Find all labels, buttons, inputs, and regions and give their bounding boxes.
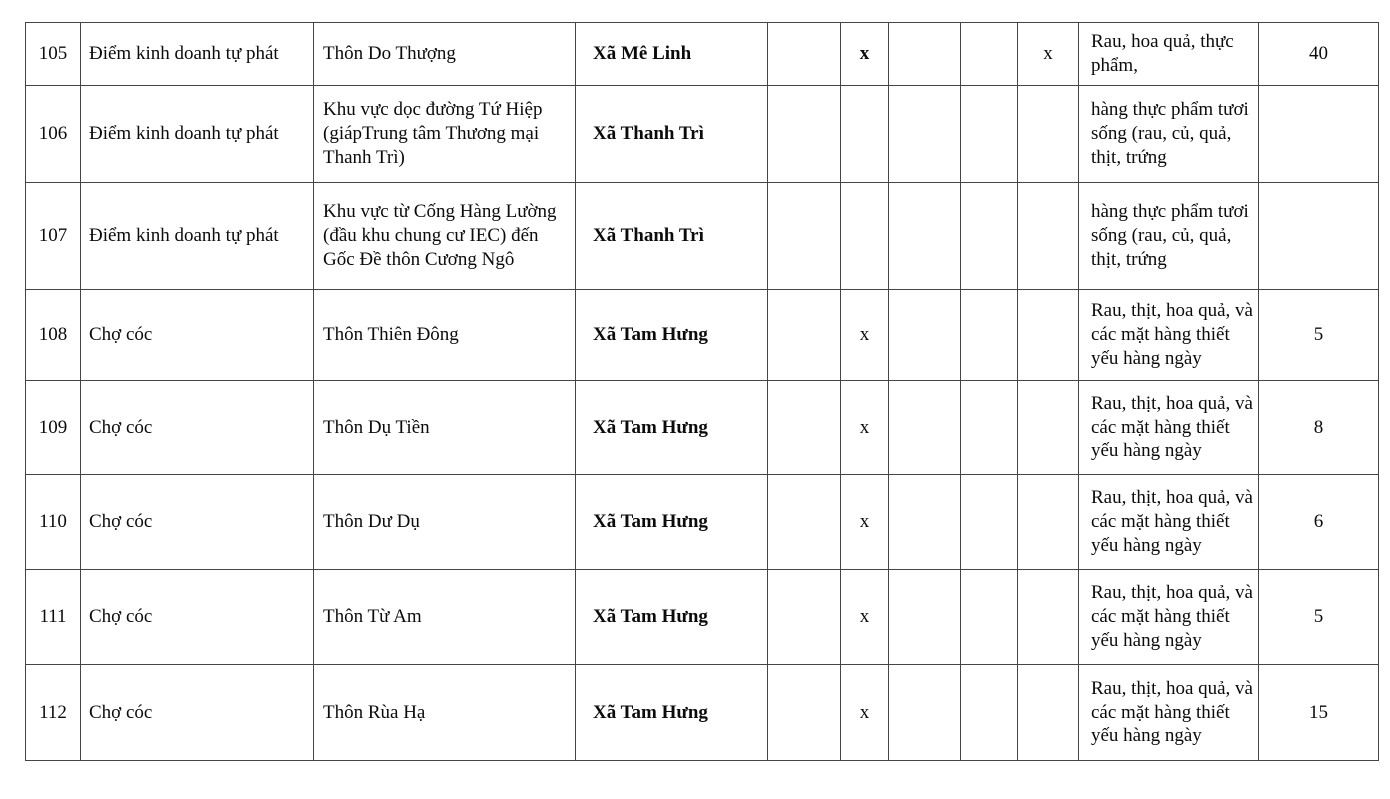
table-row xyxy=(26,381,1379,475)
table-body xyxy=(26,23,1379,761)
cell-blank-b xyxy=(889,665,961,761)
cell-blank-c xyxy=(961,381,1018,475)
cell-market-type: Chợ cóc xyxy=(81,665,314,761)
cell-goods-description: Rau, thịt, hoa quả, và các mặt hàng thiết yếu hàng ngày xyxy=(1079,665,1259,761)
cell-market-type: Điểm kinh doanh tự phát xyxy=(81,23,314,86)
table-row xyxy=(26,570,1379,665)
table-row xyxy=(26,665,1379,761)
cell-market-type: Chợ cóc xyxy=(81,570,314,665)
cell-row-number: 112 xyxy=(26,665,81,761)
cell-commune: Xã Tam Hưng xyxy=(576,570,768,665)
cell-blank-b xyxy=(889,475,961,570)
cell-commune: Xã Tam Hưng xyxy=(576,290,768,381)
cell-commune: Xã Thanh Trì xyxy=(576,183,768,290)
cell-blank-a xyxy=(768,86,841,183)
cell-blank-c xyxy=(961,475,1018,570)
cell-commune: Xã Tam Hưng xyxy=(576,381,768,475)
cell-blank-b xyxy=(889,183,961,290)
cell-count: 40 xyxy=(1259,23,1379,86)
cell-goods-description: Rau, hoa quả, thực phẩm, xyxy=(1079,23,1259,86)
cell-goods-description: Rau, thịt, hoa quả, và các mặt hàng thiết yếu hàng ngày xyxy=(1079,290,1259,381)
cell-count: 15 xyxy=(1259,665,1379,761)
cell-mark-2 xyxy=(1018,665,1079,761)
cell-blank-c xyxy=(961,570,1018,665)
cell-row-number: 109 xyxy=(26,381,81,475)
table-row xyxy=(26,86,1379,183)
cell-market-type: Chợ cóc xyxy=(81,475,314,570)
cell-count: 5 xyxy=(1259,570,1379,665)
cell-blank-c xyxy=(961,290,1018,381)
cell-blank-a xyxy=(768,570,841,665)
cell-market-type: Điểm kinh doanh tự phát xyxy=(81,183,314,290)
market-list-table xyxy=(25,22,1379,761)
cell-mark-1: x xyxy=(841,665,889,761)
cell-location: Thôn Dụ Tiền xyxy=(314,381,576,475)
cell-mark-2 xyxy=(1018,570,1079,665)
cell-commune: Xã Thanh Trì xyxy=(576,86,768,183)
cell-blank-a xyxy=(768,665,841,761)
cell-row-number: 111 xyxy=(26,570,81,665)
cell-blank-b xyxy=(889,86,961,183)
cell-goods-description: Rau, thịt, hoa quả, và các mặt hàng thiết yếu hàng ngày xyxy=(1079,381,1259,475)
cell-goods-description: hàng thực phẩm tươi sống (rau, củ, quả, thịt, trứng xyxy=(1079,183,1259,290)
cell-commune: Xã Mê Linh xyxy=(576,23,768,86)
cell-blank-a xyxy=(768,183,841,290)
table-row xyxy=(26,23,1379,86)
cell-mark-2 xyxy=(1018,86,1079,183)
cell-count: 5 xyxy=(1259,290,1379,381)
cell-market-type: Chợ cóc xyxy=(81,290,314,381)
cell-mark-1 xyxy=(841,183,889,290)
cell-location: Thôn Do Thượng xyxy=(314,23,576,86)
cell-blank-c xyxy=(961,23,1018,86)
cell-count: 6 xyxy=(1259,475,1379,570)
cell-row-number: 110 xyxy=(26,475,81,570)
cell-row-number: 105 xyxy=(26,23,81,86)
cell-blank-a xyxy=(768,475,841,570)
cell-blank-a xyxy=(768,381,841,475)
cell-mark-1: x xyxy=(841,290,889,381)
cell-blank-b xyxy=(889,23,961,86)
cell-mark-2: x xyxy=(1018,23,1079,86)
cell-location: Thôn Rùa Hạ xyxy=(314,665,576,761)
cell-mark-1: x xyxy=(841,23,889,86)
cell-row-number: 108 xyxy=(26,290,81,381)
cell-blank-b xyxy=(889,290,961,381)
cell-row-number: 106 xyxy=(26,86,81,183)
cell-blank-c xyxy=(961,86,1018,183)
cell-mark-1 xyxy=(841,86,889,183)
cell-market-type: Chợ cóc xyxy=(81,381,314,475)
cell-location: Thôn Thiên Đông xyxy=(314,290,576,381)
cell-goods-description: Rau, thịt, hoa quả, và các mặt hàng thiết yếu hàng ngày xyxy=(1079,570,1259,665)
cell-mark-2 xyxy=(1018,290,1079,381)
cell-location: Thôn Dư Dụ xyxy=(314,475,576,570)
cell-count xyxy=(1259,183,1379,290)
cell-mark-1: x xyxy=(841,570,889,665)
cell-blank-a xyxy=(768,23,841,86)
table-row xyxy=(26,290,1379,381)
cell-blank-b xyxy=(889,381,961,475)
cell-commune: Xã Tam Hưng xyxy=(576,665,768,761)
cell-mark-1: x xyxy=(841,381,889,475)
cell-location: Khu vực dọc đường Tứ Hiệp (giápTrung tâm Thương mại Thanh Trì) xyxy=(314,86,576,183)
cell-count: 8 xyxy=(1259,381,1379,475)
cell-market-type: Điểm kinh doanh tự phát xyxy=(81,86,314,183)
cell-count xyxy=(1259,86,1379,183)
cell-mark-2 xyxy=(1018,381,1079,475)
cell-blank-c xyxy=(961,665,1018,761)
cell-blank-c xyxy=(961,183,1018,290)
cell-row-number: 107 xyxy=(26,183,81,290)
cell-blank-b xyxy=(889,570,961,665)
cell-commune: Xã Tam Hưng xyxy=(576,475,768,570)
cell-location: Thôn Từ Am xyxy=(314,570,576,665)
table-row xyxy=(26,183,1379,290)
table-row xyxy=(26,475,1379,570)
cell-mark-2 xyxy=(1018,183,1079,290)
cell-goods-description: Rau, thịt, hoa quả, và các mặt hàng thiết yếu hàng ngày xyxy=(1079,475,1259,570)
cell-location: Khu vực từ Cống Hàng Lường (đầu khu chung cư IEC) đến Gốc Đề thôn Cương Ngô xyxy=(314,183,576,290)
cell-blank-a xyxy=(768,290,841,381)
cell-mark-2 xyxy=(1018,475,1079,570)
cell-mark-1: x xyxy=(841,475,889,570)
cell-goods-description: hàng thực phẩm tươi sống (rau, củ, quả, thịt, trứng xyxy=(1079,86,1259,183)
